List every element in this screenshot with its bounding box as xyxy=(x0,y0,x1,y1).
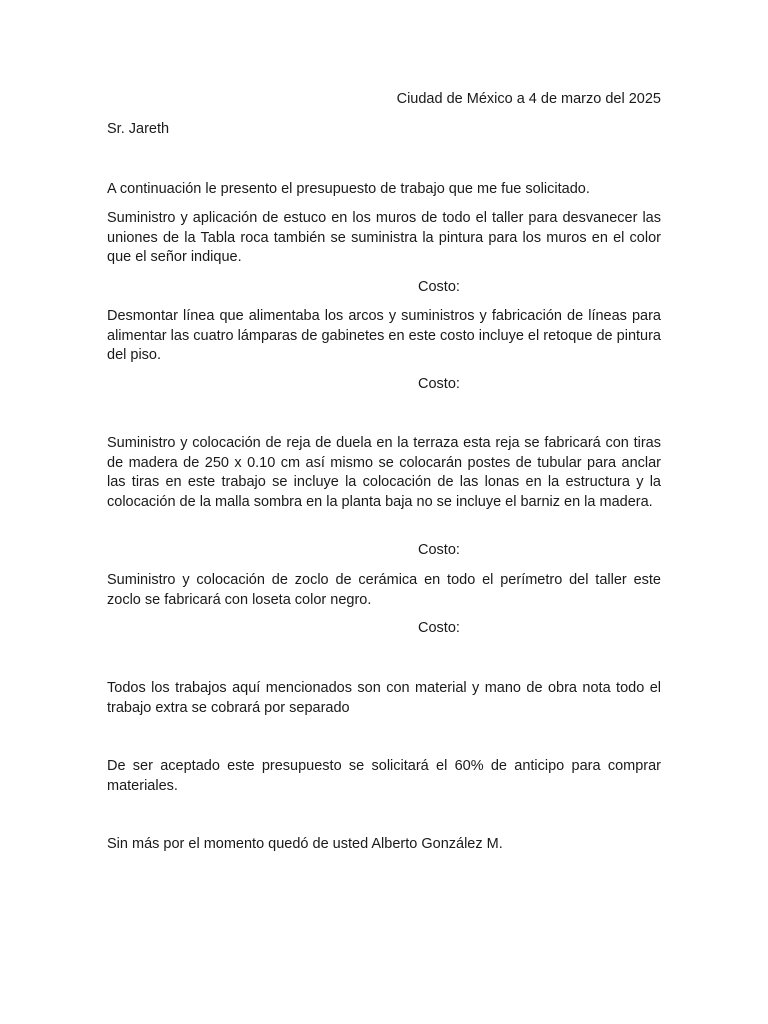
letter-page xyxy=(107,0,661,1024)
date-line: Ciudad de México a 4 de marzo del 2025 xyxy=(396,91,661,107)
advance-paragraph: De ser aceptado este presupuesto se solicitará el 60% de anticipo para comprar materiales. xyxy=(107,758,661,794)
item-1-description: Suministro y aplicación de estuco en los muros de todo el taller para desvanecer las uniones de la Tabla roca también se suministra la pintura para los muros en el color que el señor indique. xyxy=(107,210,661,265)
item-1-cost-label: Costo: xyxy=(418,279,460,295)
intro-paragraph: A continuación le presento el presupuesto de trabajo que me fue solicitado. xyxy=(107,181,590,197)
item-3-cost-label: Costo: xyxy=(418,542,460,558)
item-4-cost-label: Costo: xyxy=(418,620,460,636)
recipient: Sr. Jareth xyxy=(107,121,170,137)
item-2-cost-label: Costo: xyxy=(418,376,460,392)
item-2-description: Desmontar línea que alimentaba los arcos y suministros y fabricación de líneas para alimentar las cuatro lámparas de gabinetes en este costo incluye el retoque de pintura del piso. xyxy=(107,308,661,363)
note-paragraph: Todos los trabajos aquí mencionados son con material y mano de obra nota todo el trabajo extra se cobrará por separado xyxy=(107,680,661,716)
item-3-description: Suministro y colocación de reja de duela en la terraza esta reja se fabricará con tiras de madera de 250 x 0.10 cm así mismo se colocarán postes de tubular para anclar las tiras en este trabajo se incluye la colocación de las lonas en la estructura y la colocación de la malla sombra en la planta baja no se incluye el barniz en la madera. xyxy=(107,435,661,510)
item-4-description: Suministro y colocación de zoclo de cerámica en todo el perímetro del taller este zoclo se fabricará con loseta color negro. xyxy=(107,572,661,608)
closing-line: Sin más por el momento quedó de usted Alberto González M. xyxy=(107,836,503,852)
